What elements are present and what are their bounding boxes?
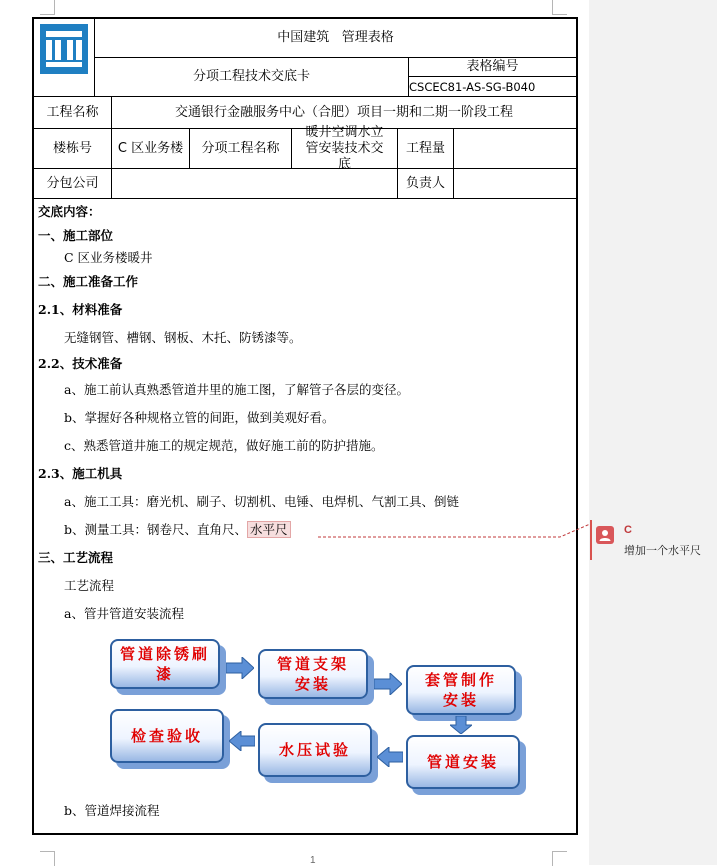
building-value: C 区业务楼 (112, 129, 190, 169)
section-2-2-item-a: a、施工前认真熟悉管道井里的施工图，了解管子各层的变径。 (64, 382, 409, 397)
installation-flowchart (34, 19, 576, 833)
flow-arrow-2-icon (374, 673, 402, 695)
form-number-label: 表格编号 (409, 58, 576, 77)
flow-step-support-install: 管道支架安装 (258, 649, 368, 699)
comment-author: C (624, 524, 632, 536)
flow-step-inspection: 检查验收 (110, 709, 224, 763)
comment-card[interactable] (590, 520, 717, 560)
flow-step-pipe-install: 管道安装 (406, 735, 520, 789)
responsible-label: 负责人 (398, 169, 454, 199)
project-name-value: 交通银行金融服务中心（合肥）项目一期和二期一阶段工程 (112, 97, 576, 129)
section-2-3-item-b-text: b、测量工具：钢卷尺、直角尺、 (64, 522, 248, 537)
comment-text: 增加一个水平尺 (624, 544, 701, 557)
comments-pane (589, 0, 717, 865)
comment-accent-bar (590, 520, 592, 560)
building-label: 楼栋号 (34, 129, 112, 169)
subcontractor-label: 分包公司 (34, 169, 112, 199)
form-table (32, 17, 578, 835)
subproject-value: 暖井空调水立管安装技术交底 (292, 129, 398, 169)
section-3-text: 工艺流程 (64, 578, 115, 593)
crop-mark-bottom-left (40, 851, 55, 866)
project-name-label: 工程名称 (34, 97, 112, 129)
crop-mark-bottom-right (552, 851, 567, 866)
flow-step-rust-removal: 管道除锈刷漆 (110, 639, 220, 689)
flow-step-sleeve-install: 套管制作安装 (406, 665, 516, 715)
user-avatar-icon (596, 526, 614, 544)
company-title: 中国建筑 管理表格 (95, 19, 576, 58)
flow-b-caption: b、管道焊接流程 (64, 803, 160, 818)
section-2-2-item-b: b、掌握好各种规格立管的间距，做到美观好看。 (64, 410, 335, 425)
crop-mark-top-left (40, 0, 55, 15)
flow-arrow-1-icon (226, 657, 254, 679)
commented-highlight[interactable]: 水平尺 (247, 521, 291, 538)
section-1-heading: 一、施工部位 (38, 228, 114, 243)
section-2-2-heading: 2.2、技术准备 (38, 356, 123, 371)
section-1-text: C 区业务楼暖井 (64, 250, 153, 265)
form-number: CSCEC81-AS-SG-B040 (409, 77, 576, 97)
flow-arrow-4-icon (377, 747, 403, 767)
flow-a-caption: a、管井管道安装流程 (64, 606, 184, 621)
page-number: 1 (310, 855, 316, 866)
flow-step-pressure-test: 水压试验 (258, 723, 372, 777)
subproject-label: 分项工程名称 (190, 129, 292, 169)
flow-arrow-3-icon (450, 716, 472, 734)
section-2-3-heading: 2.3、施工机具 (38, 466, 123, 481)
section-2-heading: 二、施工准备工作 (38, 274, 139, 289)
section-2-1-heading: 2.1、材料准备 (38, 302, 123, 317)
crop-mark-top-right (552, 0, 567, 15)
quantity-label: 工程量 (398, 129, 454, 169)
section-2-2-item-c: c、熟悉管道井施工的规定规范，做好施工前的防护措施。 (64, 438, 384, 453)
intro-heading: 交底内容： (38, 204, 101, 219)
section-2-3-item-a: a、施工工具：磨光机、刷子、切割机、电锤、电焊机、气割工具、倒链 (64, 494, 459, 509)
section-3-heading: 三、工艺流程 (38, 550, 114, 565)
flow-arrow-5-icon (229, 731, 255, 751)
card-title: 分项工程技术交底卡 (95, 58, 409, 97)
section-2-1-text: 无缝钢管、槽钢、钢板、木托、防锈漆等。 (64, 330, 302, 345)
